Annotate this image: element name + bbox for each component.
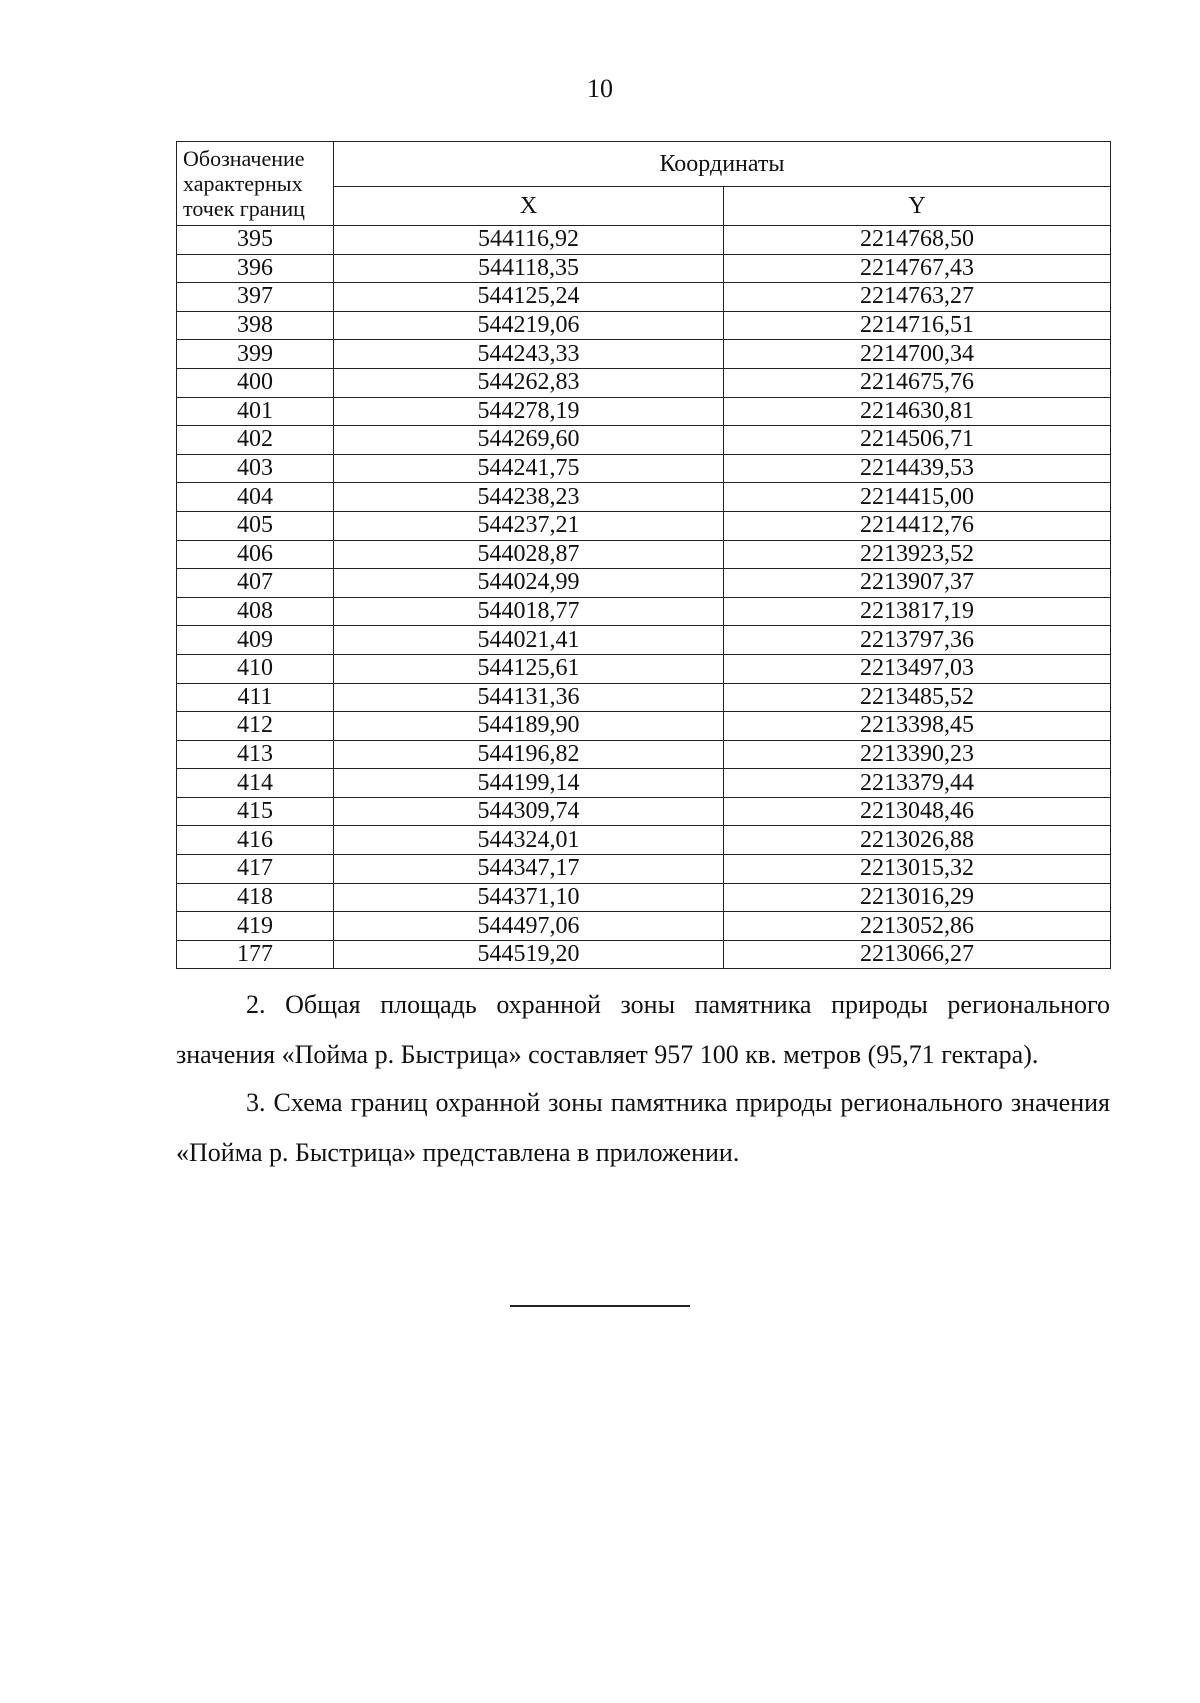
x-coordinate-cell: 544269,60 bbox=[334, 426, 724, 455]
x-coordinate-cell: 544347,17 bbox=[334, 855, 724, 884]
x-coordinate-cell: 544125,61 bbox=[334, 654, 724, 683]
point-cell: 415 bbox=[177, 797, 334, 826]
x-coordinate-cell: 544219,06 bbox=[334, 311, 724, 340]
y-coordinate-cell: 2214412,76 bbox=[724, 511, 1111, 540]
x-coordinate-cell: 544118,35 bbox=[334, 254, 724, 283]
y-coordinate-cell: 2214700,34 bbox=[724, 340, 1111, 369]
y-coordinate-cell: 2214675,76 bbox=[724, 368, 1111, 397]
y-coordinate-cell: 2213015,32 bbox=[724, 855, 1111, 884]
point-cell: 413 bbox=[177, 740, 334, 769]
point-cell: 418 bbox=[177, 883, 334, 912]
table-row bbox=[177, 940, 1111, 969]
y-coordinate-cell: 2213048,46 bbox=[724, 797, 1111, 826]
point-cell: 177 bbox=[177, 940, 334, 969]
point-cell: 398 bbox=[177, 311, 334, 340]
point-cell: 406 bbox=[177, 540, 334, 569]
x-coordinate-cell: 544278,19 bbox=[334, 397, 724, 426]
x-coordinate-cell: 544237,21 bbox=[334, 511, 724, 540]
x-column-header: X bbox=[334, 187, 724, 226]
table-row bbox=[177, 511, 1111, 540]
table-row bbox=[177, 540, 1111, 569]
y-coordinate-cell: 2213907,37 bbox=[724, 569, 1111, 598]
table-row bbox=[177, 654, 1111, 683]
point-cell: 419 bbox=[177, 912, 334, 941]
table-row bbox=[177, 426, 1111, 455]
point-cell: 407 bbox=[177, 569, 334, 598]
y-column-header: Y bbox=[724, 187, 1111, 226]
y-coordinate-cell: 2213390,23 bbox=[724, 740, 1111, 769]
table-row bbox=[177, 597, 1111, 626]
point-cell: 412 bbox=[177, 712, 334, 741]
x-coordinate-cell: 544196,82 bbox=[334, 740, 724, 769]
table-row bbox=[177, 797, 1111, 826]
x-coordinate-cell: 544324,01 bbox=[334, 826, 724, 855]
x-coordinate-cell: 544028,87 bbox=[334, 540, 724, 569]
paragraph-scheme: 3. Схема границ охранной зоны памятника природы регионального значения «Пойма р. Быстрица» представлена в приложении. bbox=[176, 1088, 1110, 1167]
point-cell: 408 bbox=[177, 597, 334, 626]
x-coordinate-cell: 544241,75 bbox=[334, 454, 724, 483]
point-cell: 397 bbox=[177, 283, 334, 312]
x-coordinate-cell: 544018,77 bbox=[334, 597, 724, 626]
x-coordinate-cell: 544262,83 bbox=[334, 368, 724, 397]
point-cell: 402 bbox=[177, 426, 334, 455]
table-row bbox=[177, 912, 1111, 941]
table-row bbox=[177, 254, 1111, 283]
y-coordinate-cell: 2214768,50 bbox=[724, 226, 1111, 255]
y-coordinate-cell: 2213052,86 bbox=[724, 912, 1111, 941]
x-coordinate-cell: 544125,24 bbox=[334, 283, 724, 312]
x-coordinate-cell: 544199,14 bbox=[334, 769, 724, 798]
point-cell: 411 bbox=[177, 683, 334, 712]
point-cell: 414 bbox=[177, 769, 334, 798]
point-cell: 400 bbox=[177, 368, 334, 397]
y-coordinate-cell: 2214763,27 bbox=[724, 283, 1111, 312]
point-cell: 396 bbox=[177, 254, 334, 283]
table-row bbox=[177, 769, 1111, 798]
point-cell: 401 bbox=[177, 397, 334, 426]
end-divider bbox=[510, 1305, 690, 1307]
y-coordinate-cell: 2213923,52 bbox=[724, 540, 1111, 569]
x-coordinate-cell: 544309,74 bbox=[334, 797, 724, 826]
y-coordinate-cell: 2213797,36 bbox=[724, 626, 1111, 655]
point-cell: 403 bbox=[177, 454, 334, 483]
point-cell: 404 bbox=[177, 483, 334, 512]
y-coordinate-cell: 2213379,44 bbox=[724, 769, 1111, 798]
x-coordinate-cell: 544021,41 bbox=[334, 626, 724, 655]
y-coordinate-cell: 2213398,45 bbox=[724, 712, 1111, 741]
table-row bbox=[177, 340, 1111, 369]
table-row bbox=[177, 712, 1111, 741]
x-coordinate-cell: 544519,20 bbox=[334, 940, 724, 969]
point-cell: 395 bbox=[177, 226, 334, 255]
x-coordinate-cell: 544497,06 bbox=[334, 912, 724, 941]
table-row bbox=[177, 569, 1111, 598]
x-coordinate-cell: 544116,92 bbox=[334, 226, 724, 255]
y-coordinate-cell: 2213497,03 bbox=[724, 654, 1111, 683]
y-coordinate-cell: 2213066,27 bbox=[724, 940, 1111, 969]
point-cell: 405 bbox=[177, 511, 334, 540]
table-row bbox=[177, 454, 1111, 483]
table-row bbox=[177, 483, 1111, 512]
coordinates-header: Координаты bbox=[334, 142, 1111, 187]
page-number: 10 bbox=[587, 74, 613, 103]
table-row bbox=[177, 626, 1111, 655]
table-row bbox=[177, 883, 1111, 912]
point-cell: 417 bbox=[177, 855, 334, 884]
table-row bbox=[177, 368, 1111, 397]
x-coordinate-cell: 544243,33 bbox=[334, 340, 724, 369]
table-row bbox=[177, 740, 1111, 769]
table-row bbox=[177, 683, 1111, 712]
table-row bbox=[177, 311, 1111, 340]
point-cell: 416 bbox=[177, 826, 334, 855]
y-coordinate-cell: 2214506,71 bbox=[724, 426, 1111, 455]
point-cell: 410 bbox=[177, 654, 334, 683]
x-coordinate-cell: 544131,36 bbox=[334, 683, 724, 712]
point-cell: 409 bbox=[177, 626, 334, 655]
table-row bbox=[177, 826, 1111, 855]
x-coordinate-cell: 544371,10 bbox=[334, 883, 724, 912]
coordinates-table bbox=[176, 141, 1111, 969]
y-coordinate-cell: 2213016,29 bbox=[724, 883, 1111, 912]
y-coordinate-cell: 2214630,81 bbox=[724, 397, 1111, 426]
y-coordinate-cell: 2214415,00 bbox=[724, 483, 1111, 512]
y-coordinate-cell: 2213485,52 bbox=[724, 683, 1111, 712]
y-coordinate-cell: 2213026,88 bbox=[724, 826, 1111, 855]
x-coordinate-cell: 544189,90 bbox=[334, 712, 724, 741]
table-row bbox=[177, 283, 1111, 312]
paragraph-total-area: 2. Общая площадь охранной зоны памятника природы регионального значения «Пойма р. Быстрица» составляет 957 100 кв. метров (95,71 гектара). bbox=[176, 990, 1110, 1069]
y-coordinate-cell: 2214439,53 bbox=[724, 454, 1111, 483]
table-body bbox=[177, 226, 1111, 969]
y-coordinate-cell: 2213817,19 bbox=[724, 597, 1111, 626]
y-coordinate-cell: 2214767,43 bbox=[724, 254, 1111, 283]
table-row bbox=[177, 226, 1111, 255]
x-coordinate-cell: 544238,23 bbox=[334, 483, 724, 512]
designation-header: Обозначение характерных точек границ bbox=[177, 142, 334, 226]
point-cell: 399 bbox=[177, 340, 334, 369]
table-row bbox=[177, 855, 1111, 884]
table-row bbox=[177, 397, 1111, 426]
y-coordinate-cell: 2214716,51 bbox=[724, 311, 1111, 340]
x-coordinate-cell: 544024,99 bbox=[334, 569, 724, 598]
